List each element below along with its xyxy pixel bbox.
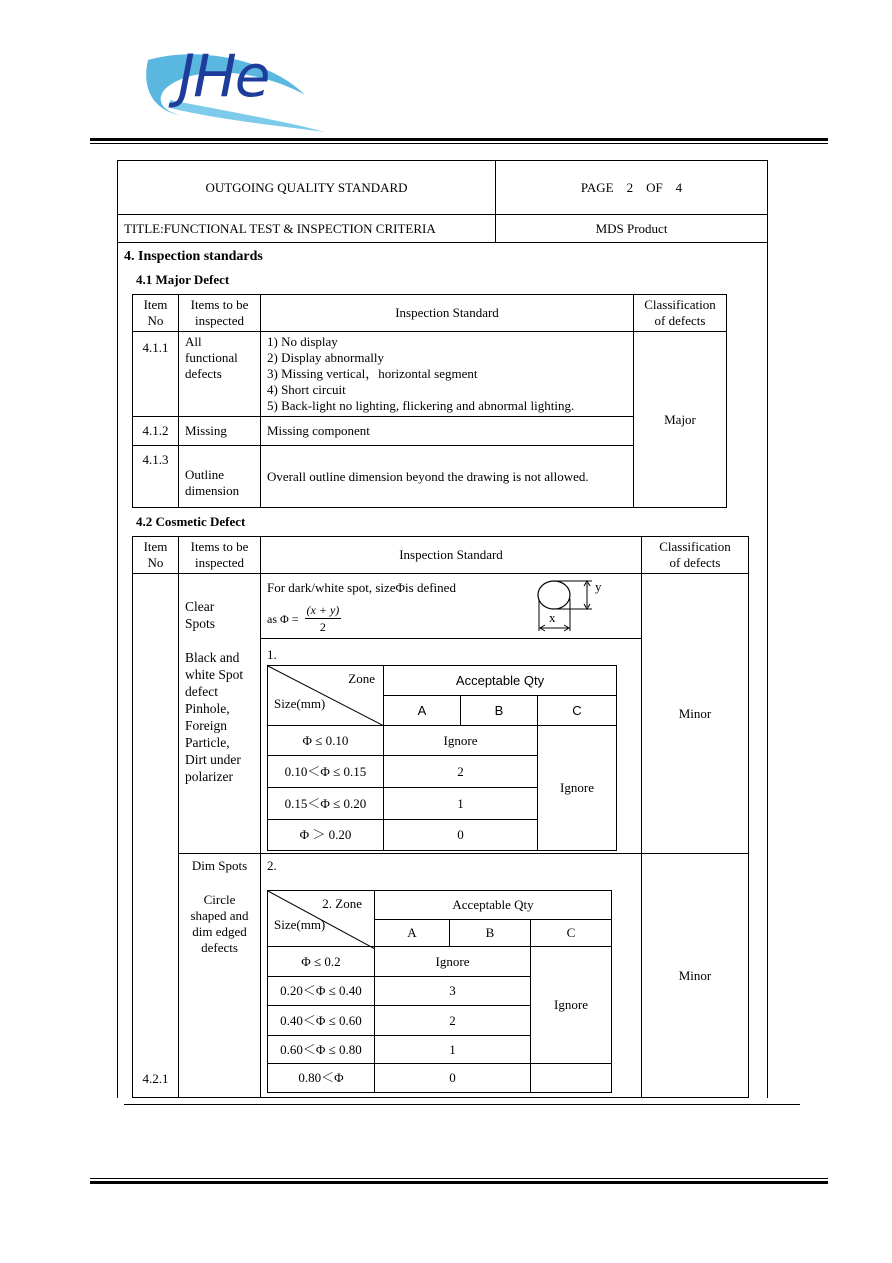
- item-no: 4.1.2: [133, 417, 179, 446]
- acceptable-qty-header: Acceptable Qty: [375, 891, 612, 920]
- dim-spots-title: Dim Spots: [191, 858, 248, 873]
- clear-spots-item: Clear Spots Black and white Spot defect Pinhole, Foreign Particle, Dirt under polarizer: [179, 574, 261, 854]
- item-no: 4.1.1: [133, 332, 179, 417]
- col-items: Items to be inspected: [179, 295, 261, 332]
- dim-spots-table: [267, 890, 612, 1093]
- col-standard: Inspection Standard: [261, 537, 642, 574]
- item-standard: Overall outline dimension beyond the drawing is not allowed.: [261, 446, 634, 508]
- formula-numerator: (x + y): [306, 603, 340, 617]
- item-name: Missing: [179, 417, 261, 446]
- item-no: 4.1.3: [133, 446, 179, 508]
- header-rule: [90, 138, 828, 141]
- diagram-x-label: x: [549, 610, 556, 625]
- qty-cell: 0: [384, 820, 538, 851]
- size-cell: 0.60＜Φ ≤ 0.80: [268, 1036, 375, 1064]
- definition-text: For dark/white spot, sizeΦis defined: [267, 580, 456, 595]
- item-standard: Missing component: [261, 417, 634, 446]
- acceptable-qty-header: Acceptable Qty: [384, 666, 617, 696]
- spot-diagram: [537, 579, 617, 635]
- col-a: A: [384, 696, 461, 726]
- doc-title: OUTGOING QUALITY STANDARD: [118, 161, 496, 215]
- table-row: [268, 726, 617, 756]
- dim-classification: Minor: [642, 854, 749, 1098]
- table-row: [268, 947, 612, 977]
- size-cell: 0.20＜Φ ≤ 0.40: [268, 977, 375, 1006]
- dim-number: 2.: [267, 858, 277, 873]
- qty-cell: 2: [375, 1006, 531, 1036]
- dim-spots-desc: Circle shaped and dim edged defects: [190, 892, 249, 955]
- col-c: C: [531, 920, 612, 947]
- qty-cell: 2: [384, 756, 538, 788]
- zone-label: 2. Zone: [322, 896, 362, 911]
- col-item-no: Item No: [133, 537, 179, 574]
- qty-cell: Ignore: [375, 947, 531, 977]
- qty-cell: 3: [375, 977, 531, 1006]
- clear-spots-standard: [261, 639, 642, 854]
- size-cell: 0.80＜Φ: [268, 1064, 375, 1093]
- size-cell: Φ ≤ 0.2: [268, 947, 375, 977]
- qty-cell: Ignore: [384, 726, 538, 756]
- qty-cell: 1: [384, 788, 538, 820]
- col-c: C: [538, 696, 617, 726]
- col-a: A: [375, 920, 450, 947]
- footer-rule: [90, 1178, 828, 1179]
- item-name: Outline dimension: [179, 446, 261, 508]
- qty-cell: 1: [375, 1036, 531, 1064]
- size-label: Size(mm): [274, 917, 326, 932]
- cosmetic-heading: 4.2 Cosmetic Defect: [136, 514, 246, 529]
- header-table: [117, 160, 768, 243]
- col-b: B: [450, 920, 531, 947]
- c-cell: Ignore: [538, 726, 617, 851]
- item-standard: 1) No display 2) Display abnormally 3) Missing vertical，horizontal segment 4) Short circuit 5) Back-light no lighting, flickering and abnormal lighting.: [261, 332, 634, 417]
- col-classification: Classification of defects: [642, 537, 749, 574]
- size-cell: 0.15＜Φ ≤ 0.20: [268, 788, 384, 820]
- col-items: Items to be inspected: [179, 537, 261, 574]
- cosmetic-defect-table: [132, 536, 749, 1098]
- cosmetic-item-no: 4.2.1: [133, 574, 179, 1098]
- formula-prefix: as Φ =: [267, 611, 299, 626]
- qty-cell: 0: [375, 1064, 531, 1093]
- col-standard: Inspection Standard: [261, 295, 634, 332]
- size-cell: 0.10＜Φ ≤ 0.15: [268, 756, 384, 788]
- size-label: Size(mm): [274, 696, 326, 711]
- major-defect-table: [132, 294, 727, 508]
- c-cell: Ignore: [531, 947, 612, 1064]
- major-classification: Major: [634, 332, 727, 508]
- formula-denominator: 2: [319, 620, 326, 634]
- page-number: PAGE 2 OF 4: [496, 161, 768, 215]
- col-b: B: [461, 696, 538, 726]
- col-classification: Classification of defects: [634, 295, 727, 332]
- size-cell: 0.40＜Φ ≤ 0.60: [268, 1006, 375, 1036]
- col-item-no: Item No: [133, 295, 179, 332]
- diagram-y-label: y: [595, 579, 602, 594]
- clear-classification: Minor: [642, 574, 749, 854]
- major-heading: 4.1 Major Defect: [136, 272, 230, 287]
- dim-spots-standard: [261, 854, 642, 1098]
- size-definition: [261, 574, 642, 639]
- doc-subtitle: TITLE:FUNCTIONAL TEST & INSPECTION CRITERIA: [118, 215, 496, 243]
- clear-number: 1.: [267, 647, 277, 662]
- frame-left: [117, 242, 118, 1098]
- zone-size-header: [268, 891, 375, 947]
- body-bottom-rule: [124, 1104, 800, 1105]
- table-row: [133, 332, 727, 417]
- zone-size-header: [268, 666, 384, 726]
- size-cell: Φ ≤ 0.10: [268, 726, 384, 756]
- zone-label: Zone: [348, 671, 375, 686]
- logo-text: JHe: [178, 42, 269, 110]
- size-cell: Φ ＞ 0.20: [268, 820, 384, 851]
- section-heading: 4. Inspection standards: [124, 249, 263, 264]
- table-row: [268, 1064, 612, 1093]
- company-logo: [140, 40, 340, 135]
- clear-spots-table: [267, 665, 617, 851]
- dim-spots-item: [179, 854, 261, 1098]
- item-name: All functional defects: [179, 332, 261, 417]
- frame-right: [767, 242, 768, 1098]
- product-name: MDS Product: [496, 215, 768, 243]
